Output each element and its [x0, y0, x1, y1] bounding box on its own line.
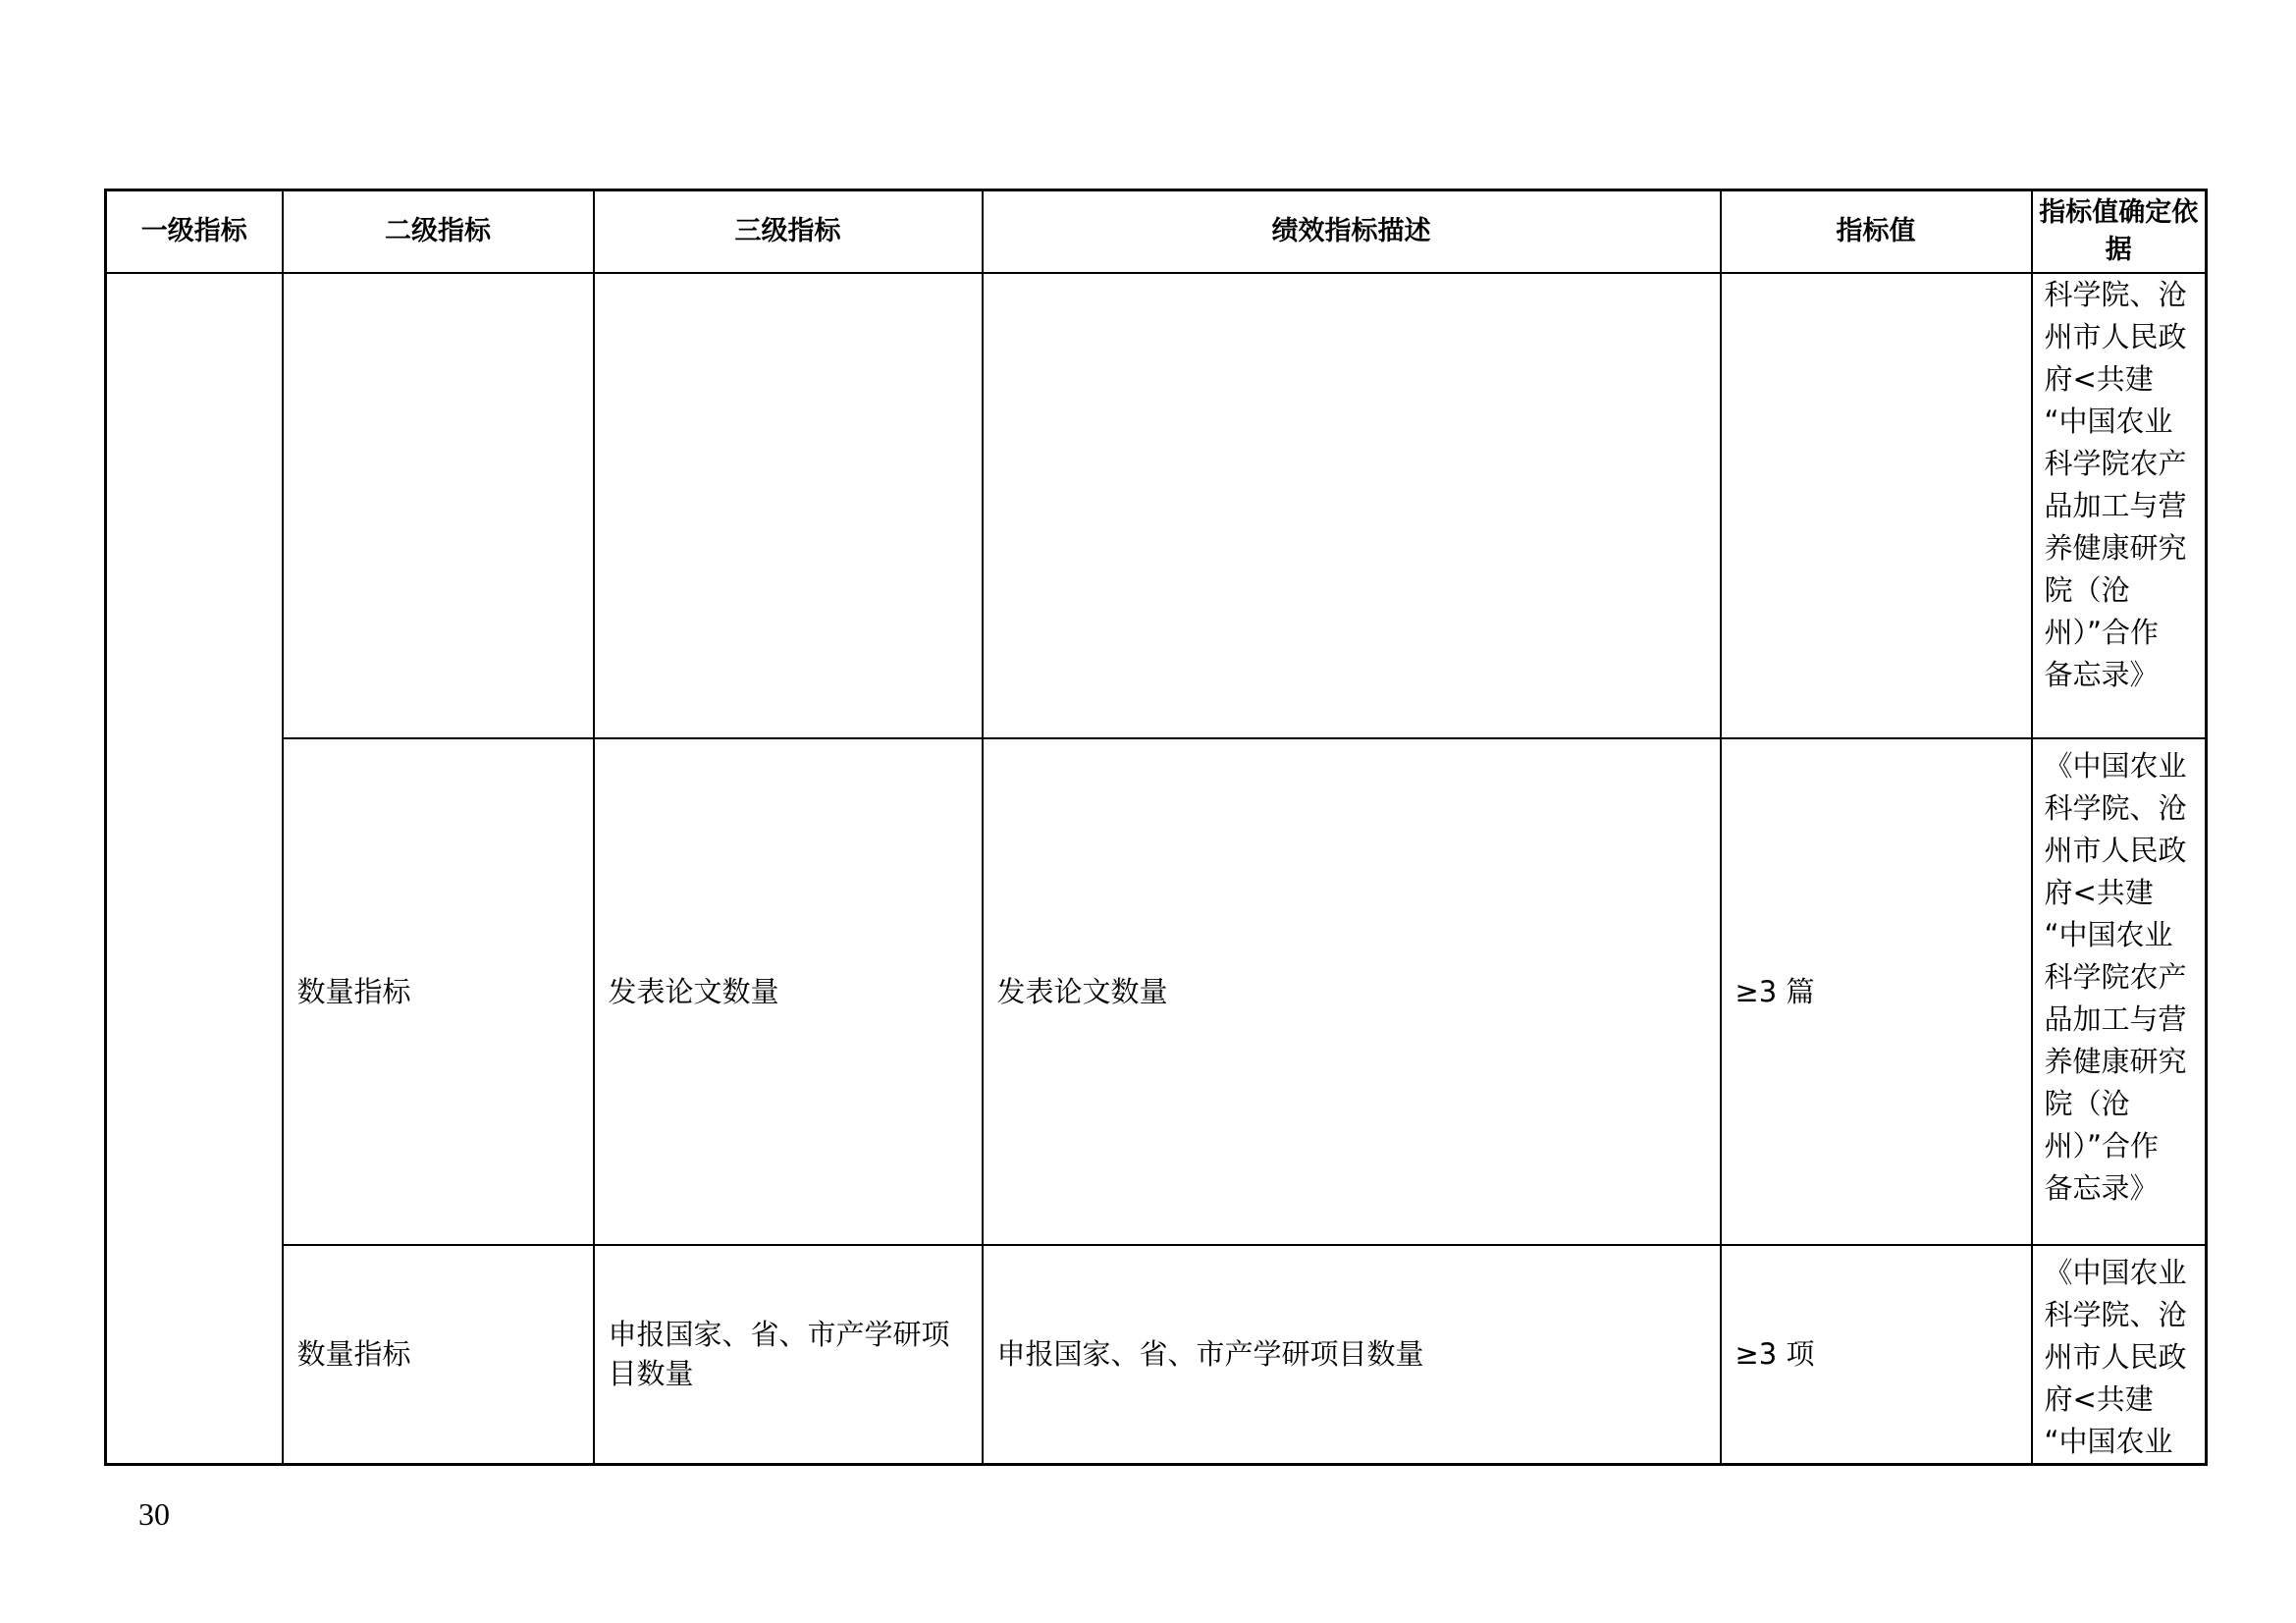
header-basis: 指标值确定依据	[2032, 190, 2207, 273]
cell-description: 发表论文数量	[983, 738, 1721, 1245]
cell-level1	[106, 273, 283, 1465]
cell-basis: 科学院、沧 州市人民政 府<共建 “中国农业 科学院农产 品加工与营 养健康研究 院（沧 州）”合作 备忘录》	[2032, 273, 2207, 738]
cell-level3	[594, 273, 983, 738]
cell-level2	[283, 273, 594, 738]
table-row	[106, 273, 2207, 738]
header-level1: 一级指标	[106, 190, 283, 273]
header-value: 指标值	[1721, 190, 2032, 273]
header-level3: 三级指标	[594, 190, 983, 273]
cell-basis: 《中国农业 科学院、沧 州市人民政 府<共建 “中国农业	[2032, 1245, 2207, 1465]
cell-level3: 申报国家、省、市产学研项目数量	[594, 1245, 983, 1465]
cell-basis: 《中国农业 科学院、沧 州市人民政 府<共建 “中国农业 科学院农产 品加工与营 养健康研究 院（沧 州）”合作 备忘录》	[2032, 738, 2207, 1245]
table-header-row	[106, 190, 2207, 273]
page-number: 30	[138, 1496, 170, 1532]
cell-description	[983, 273, 1721, 738]
cell-level2: 数量指标	[283, 738, 594, 1245]
cell-value: ≥3 篇	[1721, 738, 2032, 1245]
table-row	[106, 738, 2207, 1245]
table-row	[106, 1245, 2207, 1465]
cell-value: ≥3 项	[1721, 1245, 2032, 1465]
cell-value	[1721, 273, 2032, 738]
cell-description: 申报国家、省、市产学研项目数量	[983, 1245, 1721, 1465]
performance-indicator-table	[104, 189, 2208, 1466]
cell-level3: 发表论文数量	[594, 738, 983, 1245]
header-description: 绩效指标描述	[983, 190, 1721, 273]
header-level2: 二级指标	[283, 190, 594, 273]
cell-level2: 数量指标	[283, 1245, 594, 1465]
